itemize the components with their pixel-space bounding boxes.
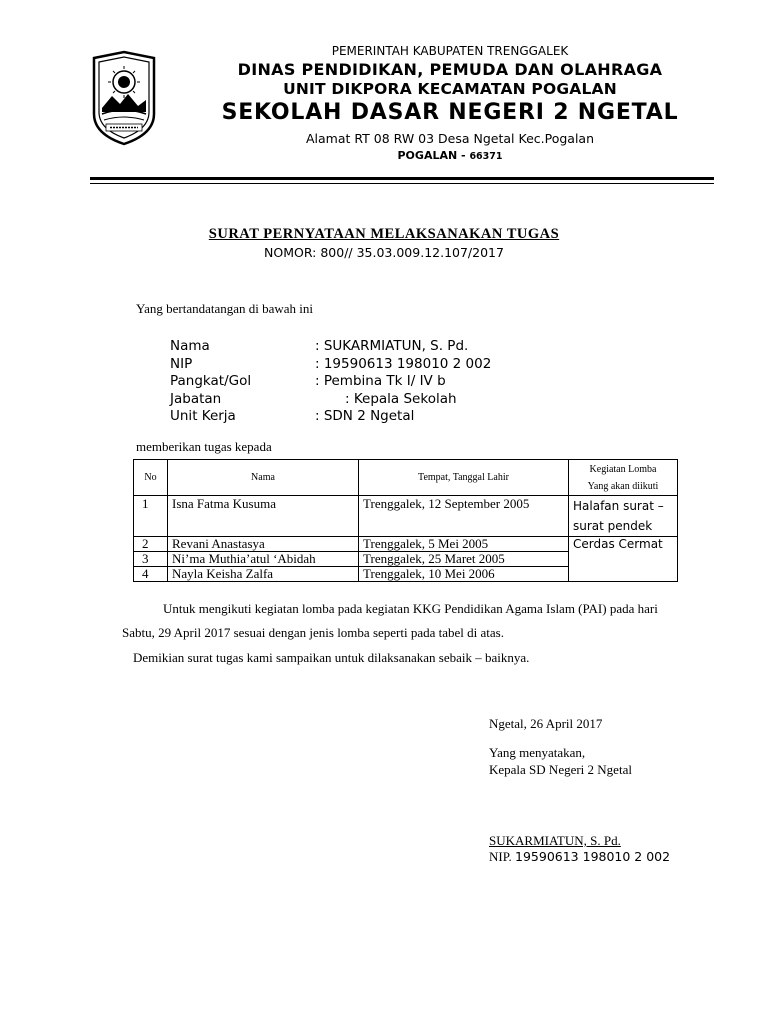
header-competition-line1: Kegiatan Lomba xyxy=(589,464,657,475)
table-row xyxy=(134,537,678,552)
city-name: POGALAN - xyxy=(397,149,466,162)
signer-name: SUKARMIATUN, S. Pd. xyxy=(489,833,621,848)
signer-nip-label: NIP. xyxy=(489,849,512,864)
government-name: PEMERINTAH KABUPATEN TRENGGALEK xyxy=(331,44,569,58)
city-line xyxy=(170,149,730,162)
cell-no: 1 xyxy=(134,496,168,537)
header-no: No xyxy=(134,460,168,496)
signer-label: Jabatan xyxy=(170,391,222,407)
cell-name: Nayla Keisha Zalfa xyxy=(168,567,359,582)
competition-line2: surat pendek xyxy=(573,519,653,533)
signer-value: : 19590613 198010 2 002 xyxy=(315,356,492,372)
document-number: NOMOR: 800// 35.03.009.12.107/2017 xyxy=(264,245,504,260)
cell-name: Ni’ma Muthia’atul ‘Abidah xyxy=(168,552,359,567)
intro-text: Yang bertandatangan di bawah ini xyxy=(136,301,314,316)
cell-no: 3 xyxy=(134,552,168,567)
signer-nip-value: 19590613 198010 2 002 xyxy=(515,849,671,864)
cell-name: Revani Anastasya xyxy=(168,537,359,552)
cell-birth: Trenggalek, 10 Mei 2006 xyxy=(359,567,569,582)
paragraph-purpose-line2: Sabtu, 29 April 2017 sesuai dengan jenis lomba seperti pada tabel di atas. xyxy=(122,625,504,640)
regency-emblem-logo xyxy=(88,50,160,146)
unit-name: UNIT DIKPORA KECAMATAN POGALAN xyxy=(283,80,617,98)
signer-value: : Pembina Tk I/ IV b xyxy=(315,373,446,389)
header-competition-line2: Yang akan diikuti xyxy=(587,481,659,492)
cell-birth: Trenggalek, 5 Mei 2005 xyxy=(359,537,569,552)
cell-competition: Cerdas Cermat xyxy=(569,537,678,582)
zip-code: 66371 xyxy=(469,151,503,162)
table-header-row xyxy=(134,460,678,496)
signer-label: Nama xyxy=(170,338,210,354)
participants-table xyxy=(133,459,678,582)
department-name: DINAS PENDIDIKAN, PEMUDA DAN OLAHRAGA xyxy=(237,60,663,79)
cell-no: 4 xyxy=(134,567,168,582)
signer-value: : Kepala Sekolah xyxy=(345,391,457,407)
signer-label: NIP xyxy=(170,356,193,372)
table-row xyxy=(134,496,678,537)
signer-label: Unit Kerja xyxy=(170,408,236,424)
school-name: SEKOLAH DASAR NEGERI 2 NGETAL xyxy=(221,100,679,125)
assign-text: memberikan tugas kepada xyxy=(136,439,272,454)
signer-label: Pangkat/Gol xyxy=(170,373,252,389)
paragraph-purpose-line1: Untuk mengikuti kegiatan lomba pada kegiatan KKG Pendidikan Agama Islam (PAI) pada hari xyxy=(163,601,658,616)
signer-value: : SDN 2 Ngetal xyxy=(315,408,415,424)
cell-birth: Trenggalek, 12 September 2005 xyxy=(359,496,569,537)
cell-no: 2 xyxy=(134,537,168,552)
letterhead-rule-thin xyxy=(90,183,714,184)
document-title xyxy=(0,226,768,243)
cell-name: Isna Fatma Kusuma xyxy=(168,496,359,537)
cell-competition xyxy=(569,496,678,537)
header-birth: Tempat, Tanggal Lahir xyxy=(359,460,569,496)
paragraph-closing: Demikian surat tugas kami sampaikan untuk dilaksanakan sebaik – baiknya. xyxy=(133,650,530,665)
signer-nip xyxy=(489,849,670,865)
cell-birth: Trenggalek, 25 Maret 2005 xyxy=(359,552,569,567)
school-address: Alamat RT 08 RW 03 Desa Ngetal Kec.Pogalan xyxy=(306,131,594,146)
header-competition xyxy=(569,460,678,496)
closing-statement: Yang menyatakan, xyxy=(489,745,586,760)
place-date: Ngetal, 26 April 2017 xyxy=(489,716,603,731)
signer-value: : SUKARMIATUN, S. Pd. xyxy=(315,338,469,354)
document-title-text: SURAT PERNYATAAN MELAKSANAKAN TUGAS xyxy=(208,226,560,242)
header-name: Nama xyxy=(168,460,359,496)
closing-position: Kepala SD Negeri 2 Ngetal xyxy=(489,762,632,777)
competition-line1: Halafan surat – xyxy=(573,499,664,513)
letterhead-rule-thick xyxy=(90,177,714,180)
